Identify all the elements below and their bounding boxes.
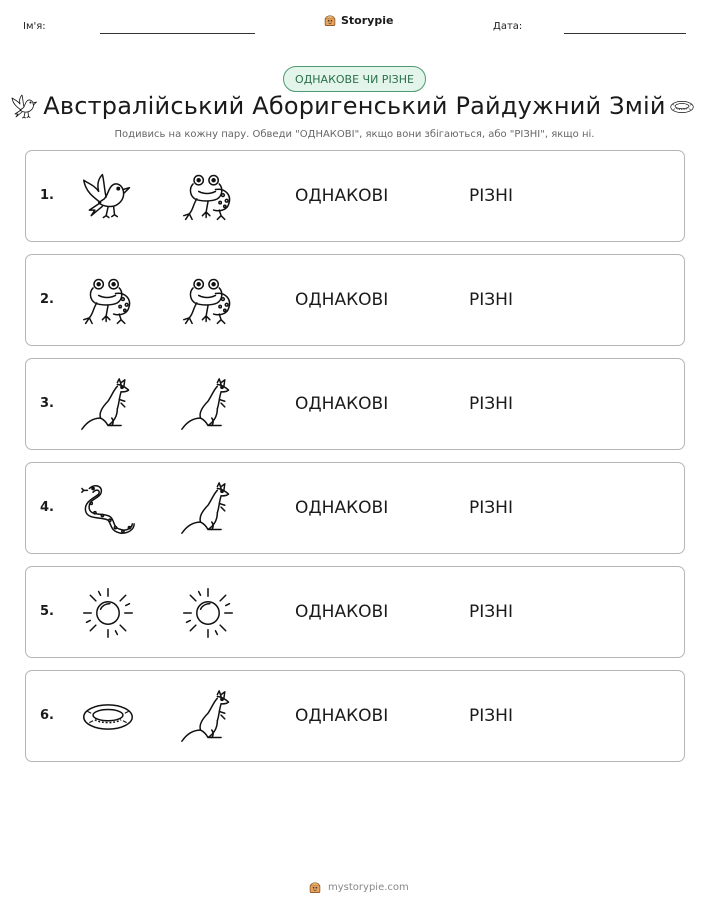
kangaroo-icon: [180, 689, 236, 745]
pie-mascot-icon: [308, 880, 322, 894]
question-row: [25, 254, 685, 346]
footer: [308, 880, 409, 894]
bird-icon: [80, 169, 136, 225]
pie-mascot-icon: [323, 13, 337, 27]
footer-url[interactable]: mystorypie.com: [328, 881, 409, 893]
different-option[interactable]: РІЗНІ: [469, 394, 513, 414]
same-option[interactable]: ОДНАКОВІ: [295, 706, 389, 726]
different-option[interactable]: РІЗНІ: [469, 290, 513, 310]
waterhole-icon: [667, 94, 697, 120]
question-row: [25, 462, 685, 554]
different-option[interactable]: РІЗНІ: [469, 706, 513, 726]
snake-icon: [80, 481, 136, 537]
question-number: 5.: [40, 604, 54, 619]
different-option[interactable]: РІЗНІ: [469, 498, 513, 518]
date-label: Дата:: [493, 21, 523, 32]
sun-icon: [180, 585, 236, 641]
different-option[interactable]: РІЗНІ: [469, 186, 513, 206]
name-field[interactable]: [100, 33, 255, 34]
kangaroo-icon: [80, 377, 136, 433]
page-title: Австралійський Аборигенський Райдужний Змій: [43, 92, 666, 120]
kangaroo-icon: [180, 481, 236, 537]
question-row: [25, 670, 685, 762]
different-option[interactable]: РІЗНІ: [469, 602, 513, 622]
question-number: 2.: [40, 292, 54, 307]
instructions: Подивись на кожну пару. Обведи "ОДНАКОВІ", якщо вони збігаються, або "РІЗНІ", якщо ні.: [114, 129, 595, 140]
question-number: 4.: [40, 500, 54, 515]
question-row: [25, 358, 685, 450]
same-option[interactable]: ОДНАКОВІ: [295, 394, 389, 414]
waterhole-icon: [80, 689, 136, 745]
frog-icon: [80, 273, 136, 329]
question-number: 3.: [40, 396, 54, 411]
date-field[interactable]: [564, 33, 686, 34]
brand-name: Storypie: [341, 13, 394, 27]
name-label: Ім'я:: [23, 21, 46, 32]
same-option[interactable]: ОДНАКОВІ: [295, 602, 389, 622]
brand-logo: [323, 13, 393, 27]
kangaroo-icon: [180, 377, 236, 433]
worksheet-type-badge: ОДНАКОВЕ ЧИ РІЗНЕ: [283, 66, 426, 92]
same-option[interactable]: ОДНАКОВІ: [295, 290, 389, 310]
same-option[interactable]: ОДНАКОВІ: [295, 186, 389, 206]
same-option[interactable]: ОДНАКОВІ: [295, 498, 389, 518]
frog-icon: [180, 273, 236, 329]
question-row: [25, 150, 685, 242]
question-row: [25, 566, 685, 658]
frog-icon: [180, 169, 236, 225]
question-number: 1.: [40, 188, 54, 203]
question-number: 6.: [40, 708, 54, 723]
sun-icon: [80, 585, 136, 641]
